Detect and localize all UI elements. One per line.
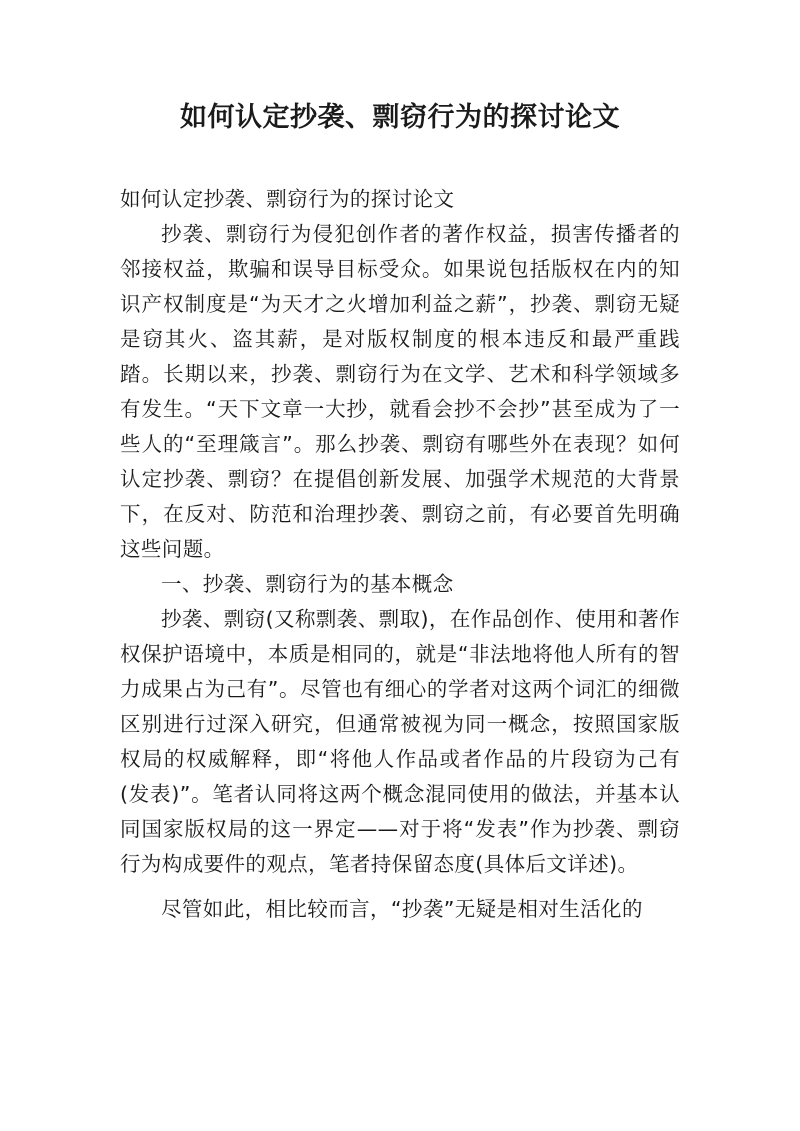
subtitle-line: 如何认定抄袭、剽窃行为的探讨论文 <box>120 187 455 211</box>
section-heading: 一、抄袭、剽窃行为的基本概念 <box>161 572 454 596</box>
paragraph-concept: 抄袭、剽窃(又称剽袭、剽取)，在作品创作、使用和著作权保护语境中，本质是相同的，就是“非法地将他人所有的智力成果占为己有”。尽管也有细心的学者对这两个词汇的细微区别进行过深入研究，但通常被视为同一概念，按照国家版权局的权威解释，即“将他人作品或者作品的片段窃为己有(发表)”。笔者认同将这两个概念混同使用的做法，并基本认同国家版权局的这一界定——对于将“发表”作为抄袭、剽窃行为构成要件的观点，笔者持保留态度(具体后文详述)。 <box>120 607 680 876</box>
paragraph-comparison: 尽管如此，相比较而言，“抄袭”无疑是相对生活化的 <box>161 897 643 921</box>
document-title: 如何认定抄袭、剽窃行为的探讨论文 <box>180 102 620 133</box>
document-body <box>120 182 680 927</box>
paragraph-intro: 抄袭、剽窃行为侵犯创作者的著作权益，损害传播者的邻接权益，欺骗和误导目标受众。如果说包括版权在内的知识产权制度是“为天才之火增加利益之薪”，抄袭、剽窃无疑是窃其火、盗其薪，是对版权制度的根本违反和最严重践踏。长期以来，抄袭、剽窃行为在文学、艺术和科学领域多有发生。“天下文章一大抄，就看会抄不会抄”甚至成为了一些人的“至理箴言”。那么抄袭、剽窃有哪些外在表现？如何认定抄袭、剽窃？在提倡创新发展、加强学术规范的大背景下，在反对、防范和治理抄袭、剽窃之前，有必要首先明确这些问题。 <box>120 222 680 561</box>
